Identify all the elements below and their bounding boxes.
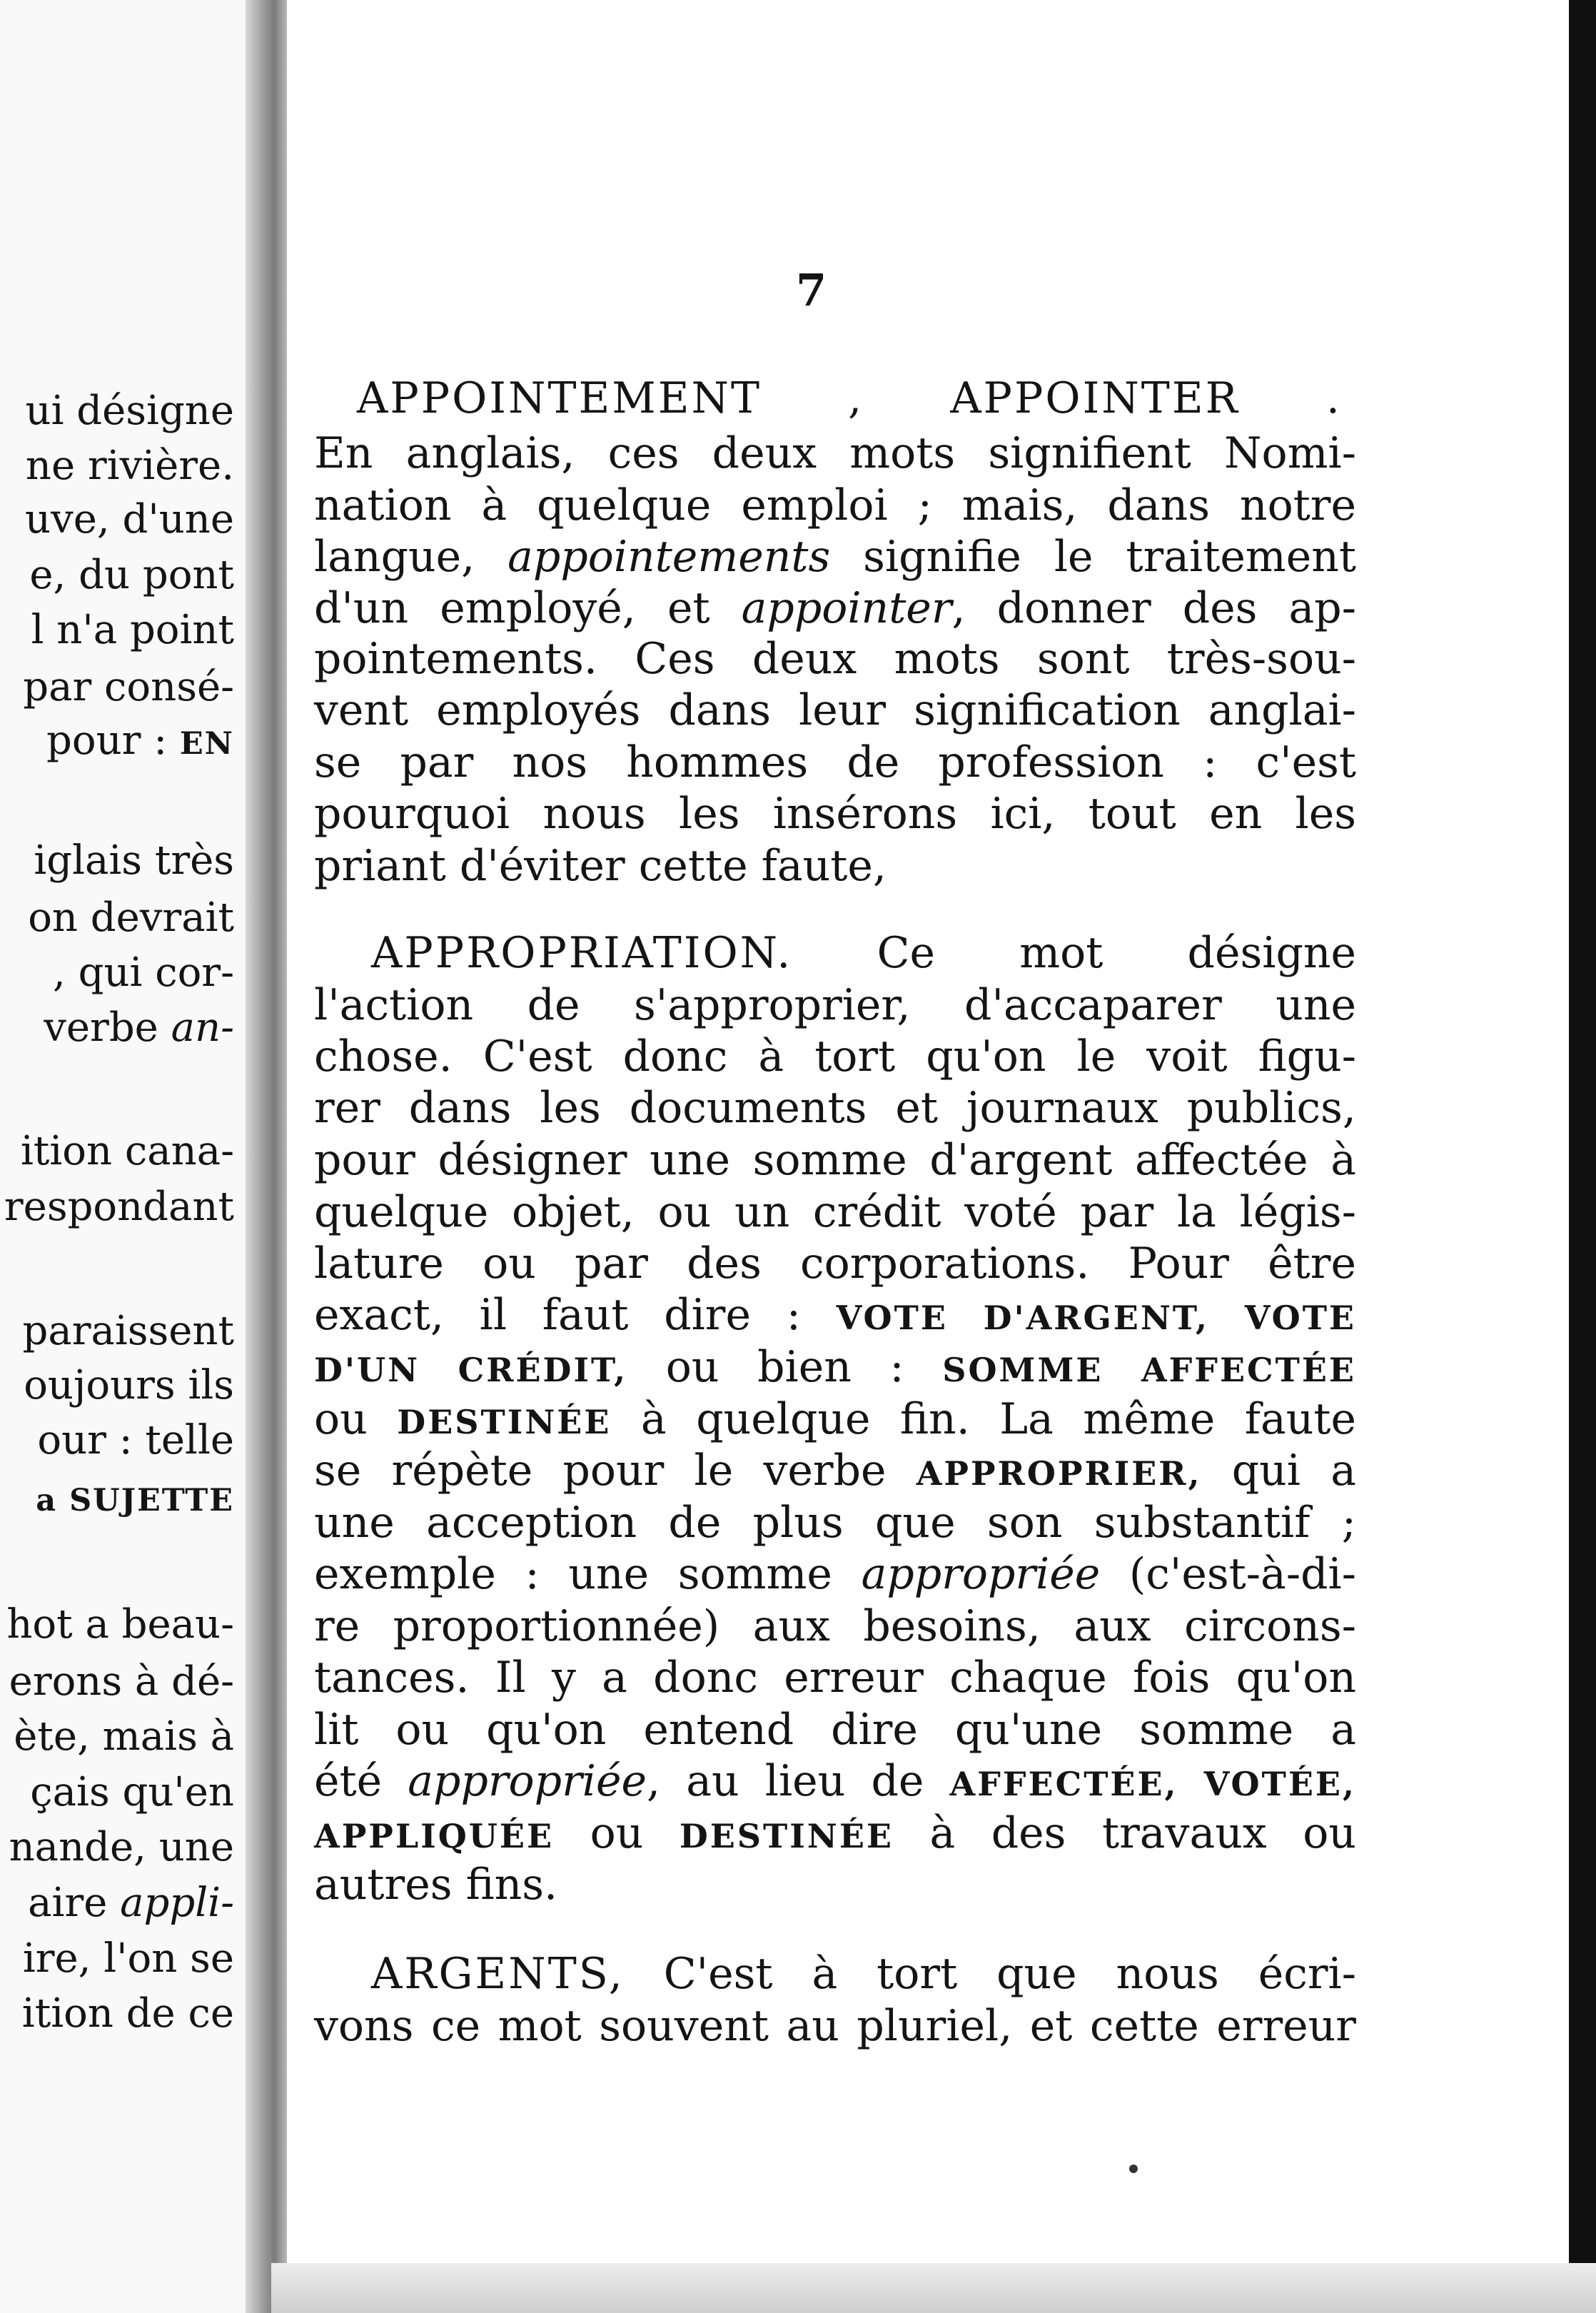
entry-line bbox=[314, 1135, 1356, 1185]
ink-speck bbox=[1129, 2165, 1138, 2173]
smallcaps-term: APPROPRIER, bbox=[916, 1454, 1202, 1493]
entry-text: C'est à tort que nous écri- bbox=[624, 1949, 1356, 1999]
entry-text: exact, il faut dire : bbox=[314, 1290, 837, 1340]
entry-line bbox=[314, 1290, 1356, 1340]
facing-page-text: our : telle bbox=[37, 1417, 234, 1463]
entry-line bbox=[314, 737, 1356, 787]
facing-page-text: , qui cor- bbox=[53, 949, 234, 996]
facing-page-line bbox=[6, 1601, 234, 1648]
facing-page-line bbox=[31, 607, 234, 653]
entry-text: se répète pour le verbe bbox=[314, 1446, 916, 1496]
facing-page bbox=[0, 0, 250, 2313]
entry-line bbox=[314, 1032, 1356, 1082]
facing-page-italic: an- bbox=[171, 1004, 234, 1051]
entry-line bbox=[314, 1705, 1356, 1755]
entry-line bbox=[314, 1394, 1357, 1444]
facing-page-line bbox=[23, 664, 234, 710]
facing-page-text: iglais très bbox=[34, 837, 234, 884]
entry-text: pour désigner une somme d'argent affectée à bbox=[314, 1135, 1356, 1185]
facing-page-smallcaps: a SUJETTE bbox=[36, 1483, 234, 1518]
facing-page-line bbox=[22, 1935, 234, 1982]
entry-line bbox=[314, 685, 1356, 735]
facing-page-text: l n'a point bbox=[31, 607, 234, 653]
facing-page-line bbox=[46, 717, 234, 764]
facing-page-line bbox=[9, 1658, 234, 1705]
entry-line bbox=[314, 583, 1356, 633]
facing-page-text: ition de ce bbox=[21, 1990, 234, 2037]
facing-page-text: paraissent bbox=[22, 1308, 234, 1354]
entry-line bbox=[314, 480, 1356, 530]
facing-page-text: par consé- bbox=[23, 664, 234, 710]
entry-text: re proportionnée) aux besoins, aux circons- bbox=[314, 1601, 1356, 1651]
entry-headline bbox=[357, 373, 1342, 423]
facing-page-text: ire, l'on se bbox=[22, 1935, 234, 1982]
entry-headword: APPROPRIATION. bbox=[371, 928, 793, 978]
facing-page-text: e, du pont bbox=[29, 552, 234, 598]
entry-text: rer dans les documents et journaux publics, bbox=[314, 1083, 1356, 1133]
facing-page-text: pour : bbox=[46, 717, 168, 764]
entry-line bbox=[314, 532, 1356, 582]
entry-line bbox=[314, 1549, 1356, 1599]
facing-page-line bbox=[20, 1128, 234, 1174]
entry-line bbox=[314, 428, 1356, 478]
entry-line bbox=[314, 1498, 1356, 1548]
facing-page-line bbox=[9, 1824, 234, 1870]
smallcaps-term: SOMME AFFECTÉE bbox=[942, 1351, 1356, 1389]
smallcaps-term: DESTINÉE bbox=[397, 1403, 612, 1441]
facing-page-line bbox=[25, 496, 234, 543]
italic-term: appropriée bbox=[408, 1756, 647, 1806]
entry-line bbox=[314, 1342, 1356, 1392]
smallcaps-term: DESTINÉE bbox=[679, 1817, 894, 1855]
italic-term: appointer bbox=[741, 583, 952, 633]
entry-line bbox=[314, 1601, 1356, 1651]
entry-text: , donner des ap- bbox=[951, 583, 1356, 633]
entry-text: ou bbox=[554, 1808, 680, 1858]
entry-text: priant d'éviter cette faute, bbox=[314, 841, 887, 891]
facing-page-text: oujours ils bbox=[24, 1362, 234, 1409]
entry-text: Ce mot désigne bbox=[792, 928, 1356, 978]
facing-page-line bbox=[29, 552, 234, 598]
entry-headword: APPOINTEMENT , APPOINTER . bbox=[357, 373, 1342, 423]
entry-text: qui a bbox=[1201, 1446, 1356, 1496]
entry-text: d'un employé, et bbox=[314, 583, 742, 633]
facing-page-text: hot a beau- bbox=[6, 1601, 234, 1648]
entry-text: autres fins. bbox=[314, 1860, 558, 1910]
facing-page-line bbox=[28, 895, 234, 941]
entry-text: lature ou par des corporations. Pour être bbox=[314, 1239, 1356, 1289]
entry-text: quelque objet, ou un crédit voté par la légis- bbox=[314, 1187, 1356, 1237]
facing-page-line bbox=[36, 1478, 234, 1518]
facing-page-text: uve, d'une bbox=[25, 496, 234, 543]
facing-page-line bbox=[22, 1308, 235, 1354]
entry-text: signifie le traitement bbox=[830, 532, 1356, 582]
entry-text: l'action de s'approprier, d'accaparer une bbox=[314, 980, 1356, 1030]
facing-page-text: ne rivière. bbox=[25, 443, 234, 489]
facing-page-text: nande, une bbox=[9, 1824, 234, 1870]
facing-page-text: respondant bbox=[4, 1184, 234, 1230]
entry-text: ou bien : bbox=[627, 1342, 943, 1392]
facing-page-text: ition cana- bbox=[20, 1128, 234, 1174]
entry-text: vons ce mot souvent au pluriel, et cette erreur bbox=[314, 2001, 1356, 2051]
facing-page-line bbox=[24, 1362, 234, 1409]
facing-page-italic: appli- bbox=[120, 1880, 234, 1926]
facing-page-text: çais qu'en bbox=[30, 1769, 234, 1815]
facing-page-text: on devrait bbox=[28, 895, 234, 941]
entry-line bbox=[314, 1860, 1356, 1910]
entry-text: été bbox=[314, 1756, 408, 1806]
facing-page-line bbox=[4, 1184, 234, 1230]
entry-line bbox=[314, 1808, 1356, 1858]
italic-term: appointements bbox=[507, 532, 831, 582]
entry-line bbox=[314, 634, 1356, 684]
facing-page-line bbox=[21, 1990, 234, 2037]
entry-headline bbox=[371, 928, 1356, 978]
entry-text: tances. Il y a donc erreur chaque fois qu'on bbox=[314, 1653, 1356, 1703]
entry-line bbox=[314, 980, 1356, 1030]
entry-line bbox=[314, 1756, 1356, 1806]
entry-line bbox=[314, 1187, 1356, 1237]
entry-text: ou bbox=[314, 1394, 398, 1444]
entry-text: (c'est-à-di- bbox=[1100, 1549, 1356, 1599]
entry-text: se par nos hommes de profession : c'est bbox=[314, 737, 1356, 787]
entry-text: , au lieu de bbox=[646, 1756, 950, 1806]
facing-page-text: verbe bbox=[44, 1004, 158, 1051]
page-number: 7 bbox=[796, 264, 827, 316]
facing-page-line bbox=[37, 1417, 234, 1463]
smallcaps-term: AFFECTÉE, VOTÉE, bbox=[949, 1765, 1356, 1803]
smallcaps-term: D'UN CRÉDIT, bbox=[314, 1351, 628, 1389]
facing-page-text: aire bbox=[28, 1880, 108, 1926]
facing-page-line bbox=[25, 388, 234, 434]
book-gutter bbox=[246, 0, 287, 2313]
entry-text: pourquoi nous les insérons ici, tout en les bbox=[314, 789, 1356, 839]
entry-line bbox=[314, 2001, 1356, 2051]
entry-line bbox=[314, 789, 1356, 839]
entry-text: langue, bbox=[314, 532, 508, 582]
entry-text: à des travaux ou bbox=[893, 1808, 1356, 1858]
facing-page-line bbox=[14, 1713, 234, 1760]
entry-text: exemple : une somme bbox=[314, 1549, 862, 1599]
entry-text: nation à quelque emploi ; mais, dans notre bbox=[314, 480, 1356, 530]
entry-headword: ARGENTS, bbox=[371, 1949, 625, 1999]
facing-page-smallcaps: EN bbox=[179, 726, 234, 762]
entry-headline bbox=[371, 1949, 1356, 1999]
facing-page-text: ète, mais à bbox=[14, 1713, 234, 1760]
page-bottom-edge bbox=[271, 2263, 1596, 2313]
entry-text: une acception de plus que son substantif ; bbox=[314, 1498, 1356, 1548]
facing-page-line bbox=[53, 949, 234, 996]
page-edge-shadow bbox=[1569, 0, 1596, 2313]
facing-page-line bbox=[44, 1004, 234, 1051]
entry-text: vent employés dans leur signification anglai- bbox=[314, 685, 1356, 735]
facing-page-text: erons à dé- bbox=[9, 1658, 234, 1705]
italic-term: appropriée bbox=[861, 1549, 1101, 1599]
facing-page-line bbox=[34, 837, 234, 884]
entry-text: chose. C'est donc à tort qu'on le voit figu- bbox=[314, 1032, 1356, 1082]
entry-line bbox=[314, 1239, 1356, 1289]
facing-page-line bbox=[28, 1880, 234, 1926]
smallcaps-term: APPLIQUÉE bbox=[314, 1817, 555, 1855]
smallcaps-term: VOTE D'ARGENT, VOTE bbox=[836, 1299, 1356, 1337]
entry-text: à quelque fin. La même faute bbox=[611, 1394, 1357, 1444]
facing-page-text: ui désigne bbox=[25, 388, 234, 434]
facing-page-line bbox=[25, 443, 234, 489]
entry-line bbox=[314, 841, 1356, 891]
entry-line bbox=[314, 1653, 1356, 1703]
entry-line bbox=[314, 1446, 1356, 1496]
facing-page-line bbox=[30, 1769, 234, 1815]
entry-text: En anglais, ces deux mots signifient Nomi- bbox=[314, 428, 1356, 478]
entry-line bbox=[314, 1083, 1356, 1133]
entry-text: lit ou qu'on entend dire qu'une somme a bbox=[314, 1705, 1356, 1755]
entry-text: pointements. Ces deux mots sont très-sou- bbox=[314, 634, 1356, 684]
